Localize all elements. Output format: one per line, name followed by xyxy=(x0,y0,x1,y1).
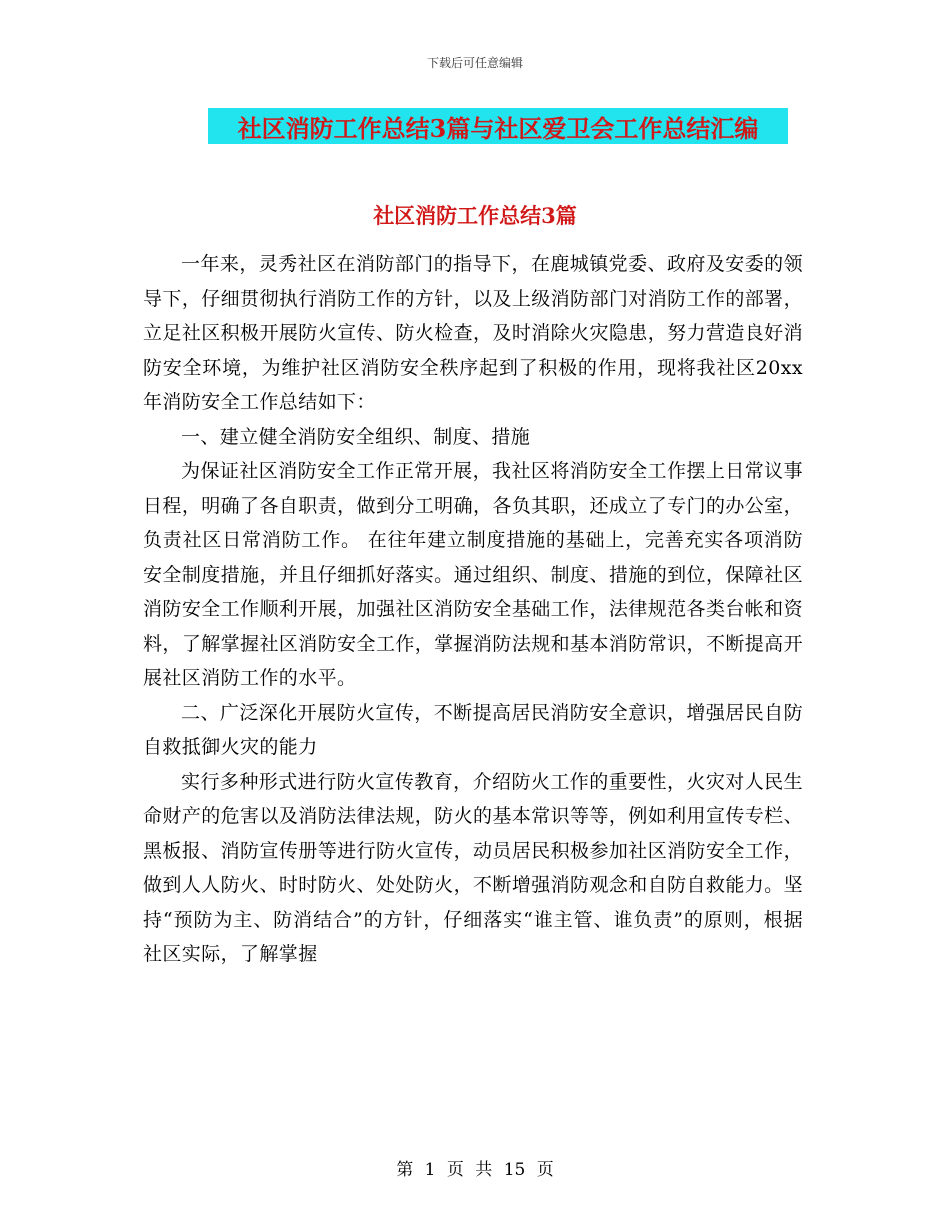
paragraph-organization: 为保证社区消防安全工作正常开展，我社区将消防安全工作摆上日常议事日程，明确了各自职责，做到分工明确，各负其职，还成立了专门的办公室，负责社区日常消防工作。 在往年建立制度措施的基础上，完善充实各项消防安全制度措施，并且仔细抓好落实。通过组织、制度、措施的到位，保障社区消防安全工作顺利开展，加强社区消防安全基础工作，法律规范各类台帐和资料，了解掌握社区消防安全工作，掌握消防法规和基本消防常识，不断提高开展社区消防工作的水平。 xyxy=(143,460,803,689)
paragraph-publicity: 实行多种形式进行防火宣传教育，介绍防火工作的重要性，火灾对人民生命财产的危害以及消防法律法规，防火的基本常识等等，例如利用宣传专栏、黑板报、消防宣传册等进行防火宣传，动员居民积极参加社区消防安全工作，做到人人防火、时时防火、处处防火，不断增强消防观念和自防自救能力。坚持“预防为主、防消结合”的方针，仔细落实“谁主管、谁负责”的原则，根据社区实际，了解掌握 xyxy=(143,770,803,965)
document-title-highlight xyxy=(208,108,788,144)
document-body xyxy=(143,247,803,972)
paragraph-heading-2: 二、广泛深化开展防火宣传，不断提高居民消防安全意识，增强居民自防自救抵御火灾的能力 xyxy=(143,701,803,758)
paragraph-intro: 一年来，灵秀社区在消防部门的指导下，在鹿城镇党委、政府及安委的领导下，仔细贯彻执行消防工作的方针，以及上级消防部门对消防工作的部署，立足社区积极开展防火宣传、防火检查，及时消除火灾隐患，努力营造良好消防安全环境，为维护社区消防安全秩序起到了积极的作用，现将我社区20xx年消防安全工作总结如下： xyxy=(143,253,803,413)
header-note: 下载后可任意编辑 xyxy=(426,56,523,70)
page-footer: 第 1 页 共 15 页 xyxy=(396,1160,554,1180)
document-title: 社区消防工作总结3篇与社区爱卫会工作总结汇编 xyxy=(237,113,759,143)
section-title: 社区消防工作总结3篇 xyxy=(373,203,577,228)
paragraph-heading-1: 一、建立健全消防安全组织、制度、措施 xyxy=(181,425,531,448)
